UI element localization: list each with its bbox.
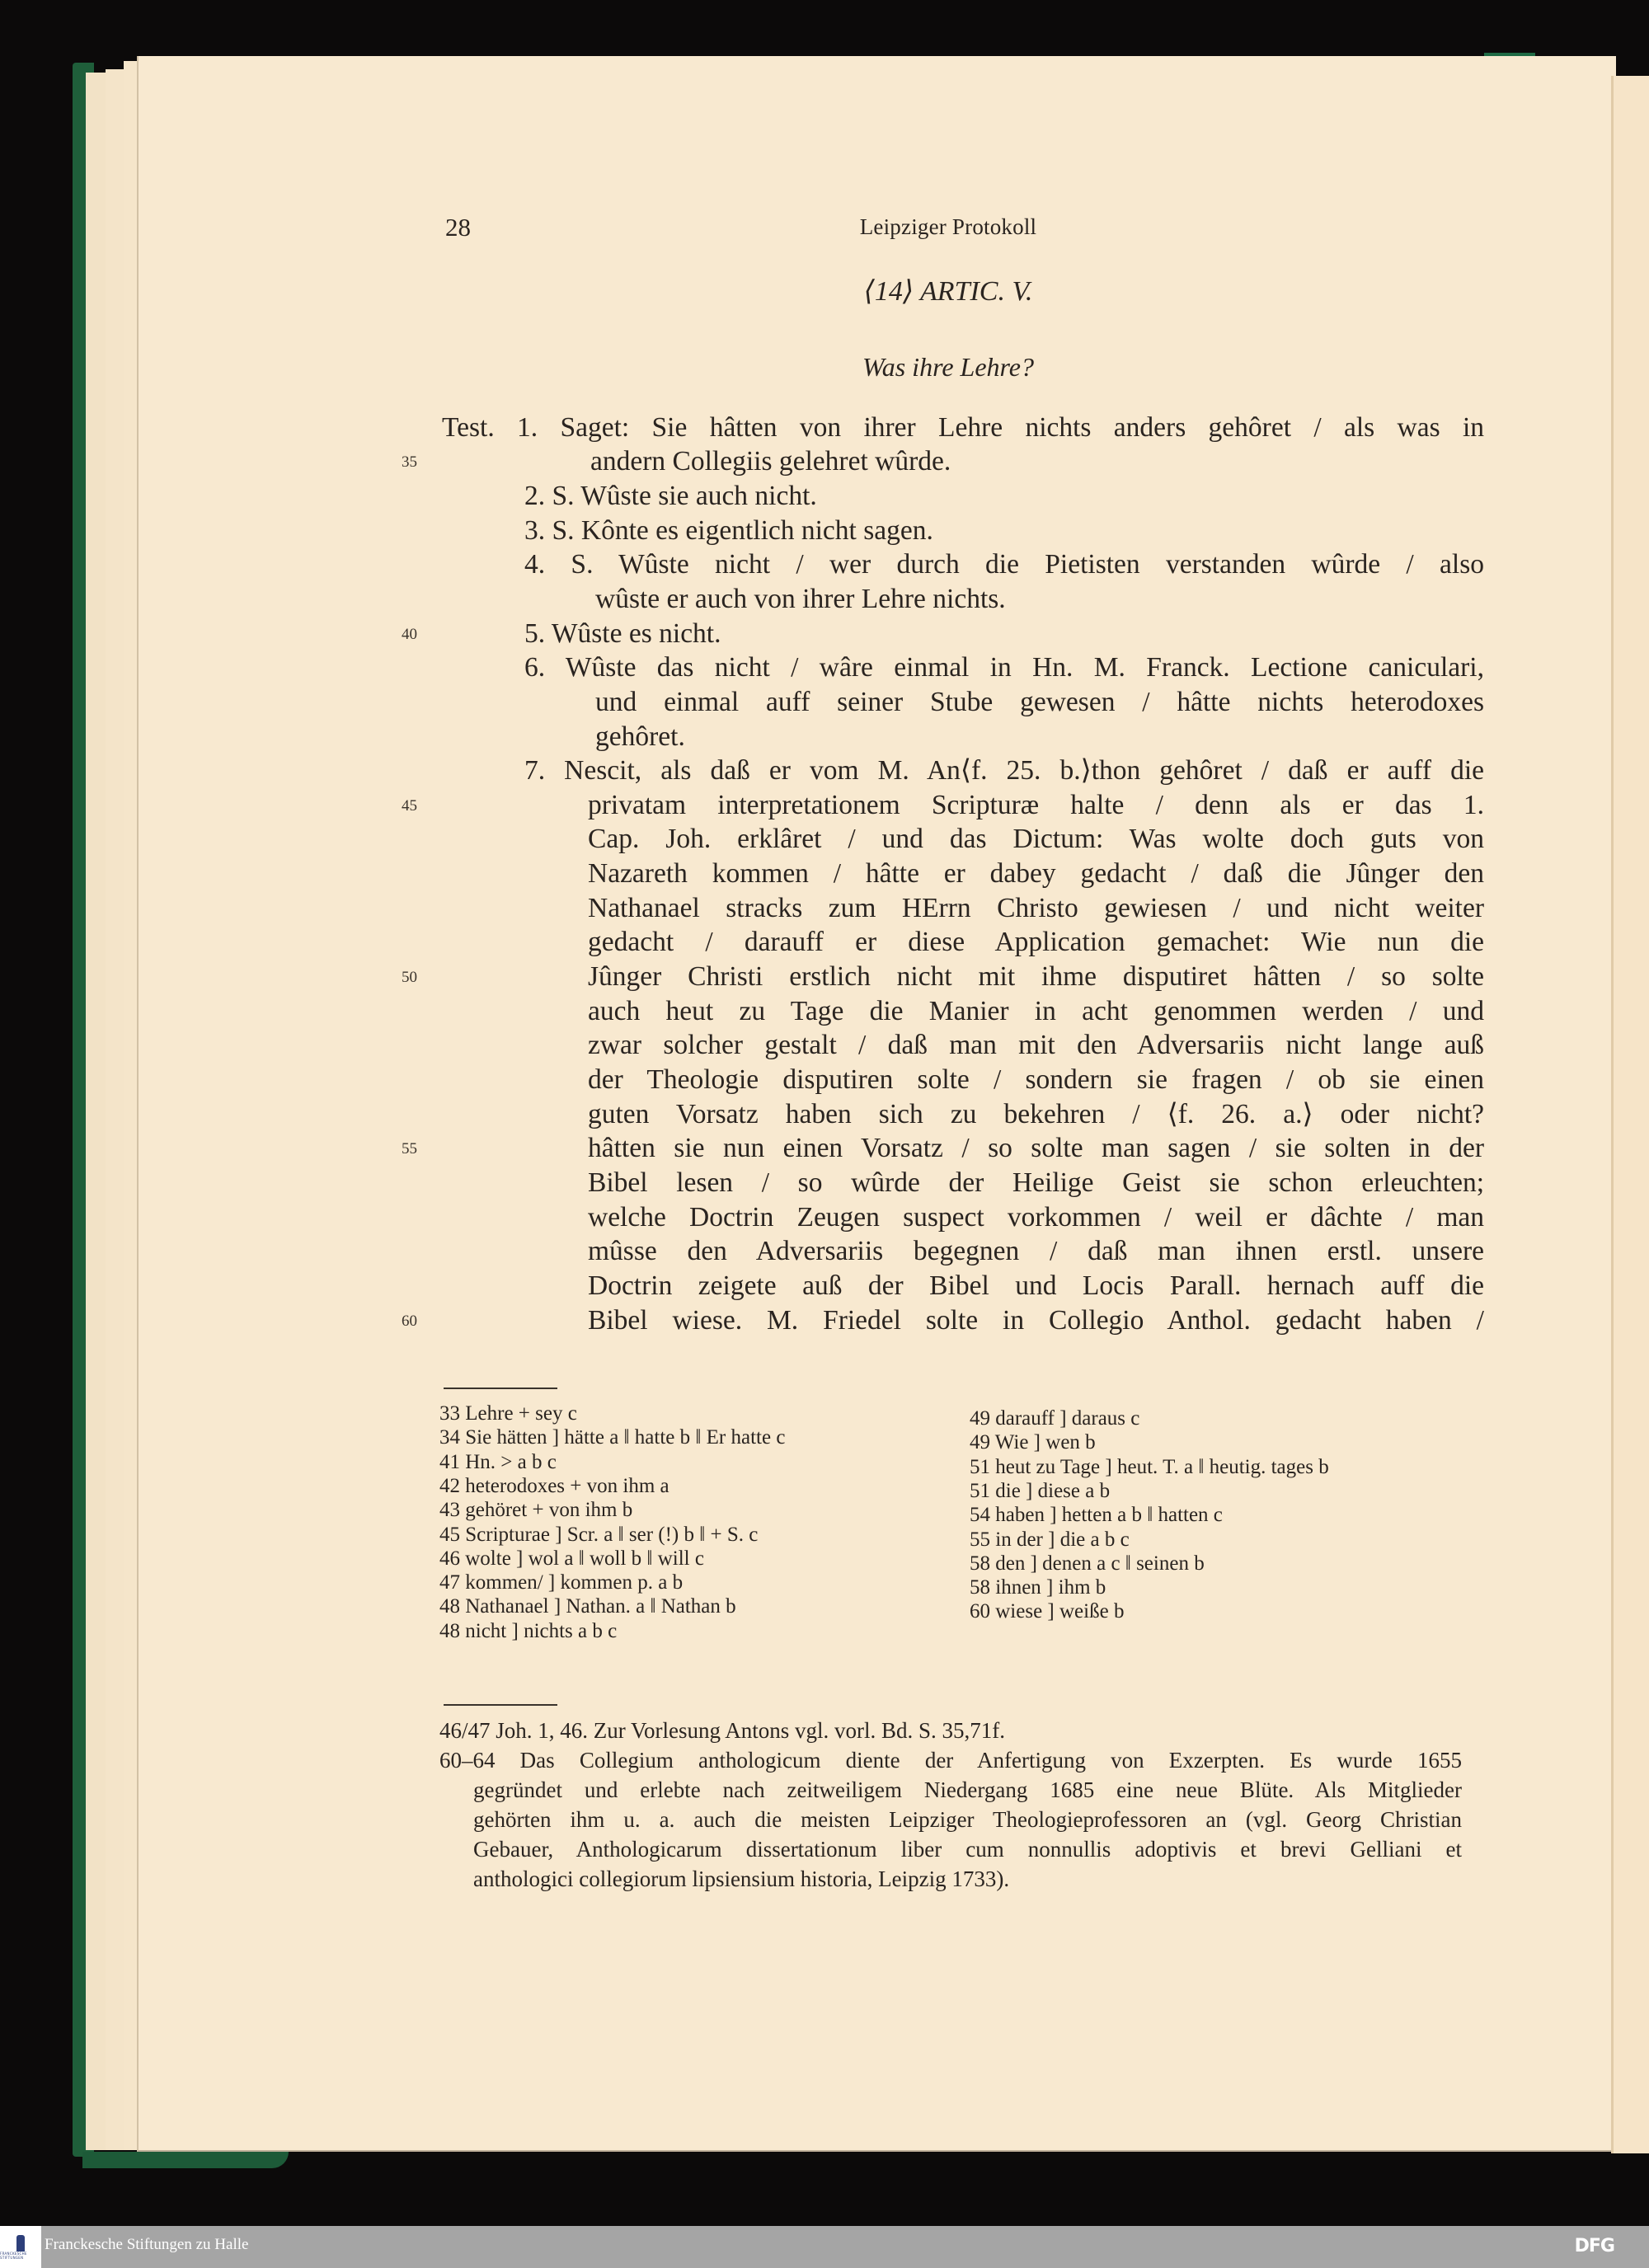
section-subtitle: Was ihre Lehre? [862, 352, 1034, 382]
text-line: Nazareth kommen / hâtte er dabey gedacht / daß die Jûnger den [588, 858, 1484, 889]
text-line: der Theologie disputiren solte / sondern sie fragen / ob sie einen [588, 1064, 1484, 1095]
text-line: 6. Wûste das nicht / wâre einmal in Hn. M. Franck. Lectione caniculari, [524, 652, 1484, 683]
text-line: mûsse den Adversariis begegnen / daß man ihnen erstl. unsere [588, 1236, 1484, 1266]
text-line: gehôret. [595, 721, 685, 752]
text-line: auch heut zu Tage die Manier in acht genommen werden / und [588, 996, 1484, 1026]
text-line: 4. S. Wûste nicht / wer durch die Pietisten verstanden wûrde / also [524, 549, 1484, 580]
note-line: gehörten ihm u. a. auch die meisten Leipziger Theologieprofessoren an (vgl. Georg Christian [473, 1807, 1462, 1832]
note-line: 60–64 Das Collegium anthologicum diente der Anfertigung von Exzerpten. Es wurde 1655 [439, 1748, 1462, 1773]
line-number: 40 [402, 626, 417, 643]
text-line: Test. 1. Saget: Sie hâtten von ihrer Lehre nichts anders gehôret / als was in [442, 412, 1484, 443]
logo-label: FRANCKESCHE STIFTUNGEN [0, 2251, 27, 2260]
text-line: gedacht / darauff er diese Application gemachet: Wie nun die [588, 927, 1484, 957]
book-cover-bottom [82, 2152, 289, 2168]
text-line: 3. S. Kônte es eigentlich nicht sagen. [524, 515, 933, 546]
notes-rule [444, 1704, 557, 1706]
text-line: privatam interpretationem Scripturæ halte / denn als er das 1. [588, 790, 1484, 820]
apparatus-entry: 47 kommen/ ] kommen p. a b [439, 1571, 684, 1594]
apparatus-entry: 49 darauff ] daraus c [970, 1407, 1140, 1430]
apparatus-entry: 58 ihnen ] ihm b [970, 1576, 1106, 1599]
text-line: 2. S. Wûste sie auch nicht. [524, 481, 817, 511]
running-title: Leipziger Protokoll [859, 214, 1037, 239]
text-line: andern Collegiis gelehret wûrde. [590, 446, 951, 477]
apparatus-entry: 51 die ] diese a b [970, 1479, 1111, 1502]
apparatus-entry: 46 wolte ] wol a ‖ woll b ‖ will c [439, 1547, 704, 1570]
note-line: gegründet und erlebte nach zeitweiligem Niedergang 1685 eine neue Blüte. Als Mitglieder [473, 1777, 1462, 1802]
text-line: Jûnger Christi erstlich nicht mit ihme disputiret hâtten / so solte [588, 961, 1484, 992]
apparatus-entry: 58 den ] denen a c ‖ seinen b [970, 1552, 1205, 1575]
apparatus-entry: 55 in der ] die a b c [970, 1528, 1130, 1551]
apparatus-rule [444, 1388, 557, 1389]
apparatus-entry: 34 Sie hätten ] hätte a ‖ hatte b ‖ Er hatte c [439, 1426, 786, 1449]
institution-logo[interactable] [0, 2226, 41, 2268]
text-line: hâtten sie nun einen Vorsatz / so solte man sagen / sie solten in der [588, 1133, 1484, 1163]
apparatus-entry: 42 heterodoxes + von ihm a [439, 1474, 669, 1497]
text-line: und einmal auff seiner Stube gewesen / hâtte nichts heterodoxes [595, 687, 1484, 717]
line-number: 35 [402, 453, 417, 471]
note-line: anthologici collegiorum lipsiensium historia, Leipzig 1733). [473, 1867, 1010, 1891]
section-title: ⟨14⟩ ARTIC. V. [863, 276, 1033, 307]
apparatus-entry: 45 Scripturae ] Scr. a ‖ ser (!) b ‖ + S. c [439, 1523, 759, 1546]
text-line: zwar solcher gestalt / daß man mit den Adversariis nicht lange auß [588, 1030, 1484, 1060]
apparatus-entry: 51 heut zu Tage ] heut. T. a ‖ heutig. tages b [970, 1455, 1329, 1478]
logo-figure-icon [16, 2235, 25, 2252]
line-number: 60 [402, 1312, 417, 1330]
note-line: Gebauer, Anthologicarum dissertationum liber cum nonnullis adoptivis et brevi Gelliani et [473, 1837, 1462, 1862]
apparatus-entry: 60 wiese ] weiße b [970, 1600, 1125, 1623]
line-number: 50 [402, 969, 417, 986]
facing-page-edge [1611, 76, 1649, 2153]
apparatus-entry: 48 nicht ] nichts a b c [439, 1619, 618, 1642]
institution-name[interactable]: Franckesche Stiftungen zu Halle [45, 2236, 249, 2253]
text-line: guten Vorsatz haben sich zu bekehren / ⟨f. 26. a.⟩ oder nicht? [588, 1099, 1484, 1129]
note-line: 46/47 Joh. 1, 46. Zur Vorlesung Antons vgl. vorl. Bd. S. 35,71f. [439, 1718, 1006, 1743]
line-number: 55 [402, 1140, 417, 1157]
text-line: welche Doctrin Zeugen suspect vorkommen / weil er dâchte / man [588, 1202, 1484, 1233]
text-line: Nathanael stracks zum HErrn Christo gewiesen / und nicht weiter [588, 893, 1484, 923]
text-line: Bibel wiese. M. Friedel solte in Collegio Anthol. gedacht haben / [588, 1305, 1484, 1336]
page-number: 28 [445, 213, 471, 242]
dfg-logo[interactable]: DFG [1574, 2236, 1614, 2256]
apparatus-entry: 49 Wie ] wen b [970, 1431, 1096, 1454]
apparatus-entry: 41 Hn. > a b c [439, 1450, 557, 1473]
apparatus-entry: 33 Lehre + sey c [439, 1402, 577, 1425]
text-line: Cap. Joh. erklâret / und das Dictum: Was wolte doch guts von [588, 824, 1484, 854]
text-line: Doctrin zeigete auß der Bibel und Locis Parall. hernach auff die [588, 1270, 1484, 1301]
apparatus-entry: 48 Nathanael ] Nathan. a ‖ Nathan b [439, 1595, 736, 1618]
text-line: wûste er auch von ihrer Lehre nichts. [595, 584, 1006, 614]
apparatus-entry: 54 haben ] hetten a b ‖ hatten c [970, 1504, 1223, 1527]
text-line: 5. Wûste es nicht. [524, 618, 721, 649]
text-line: 7. Nescit, als daß er vom M. An⟨f. 25. b.⟩thon gehôret / daß er auff die [524, 755, 1484, 786]
apparatus-entry: 43 gehöret + von ihm b [439, 1499, 633, 1522]
line-number: 45 [402, 797, 417, 815]
text-line: Bibel lesen / so wûrde der Heilige Geist sie schon erleuchten; [588, 1167, 1484, 1198]
